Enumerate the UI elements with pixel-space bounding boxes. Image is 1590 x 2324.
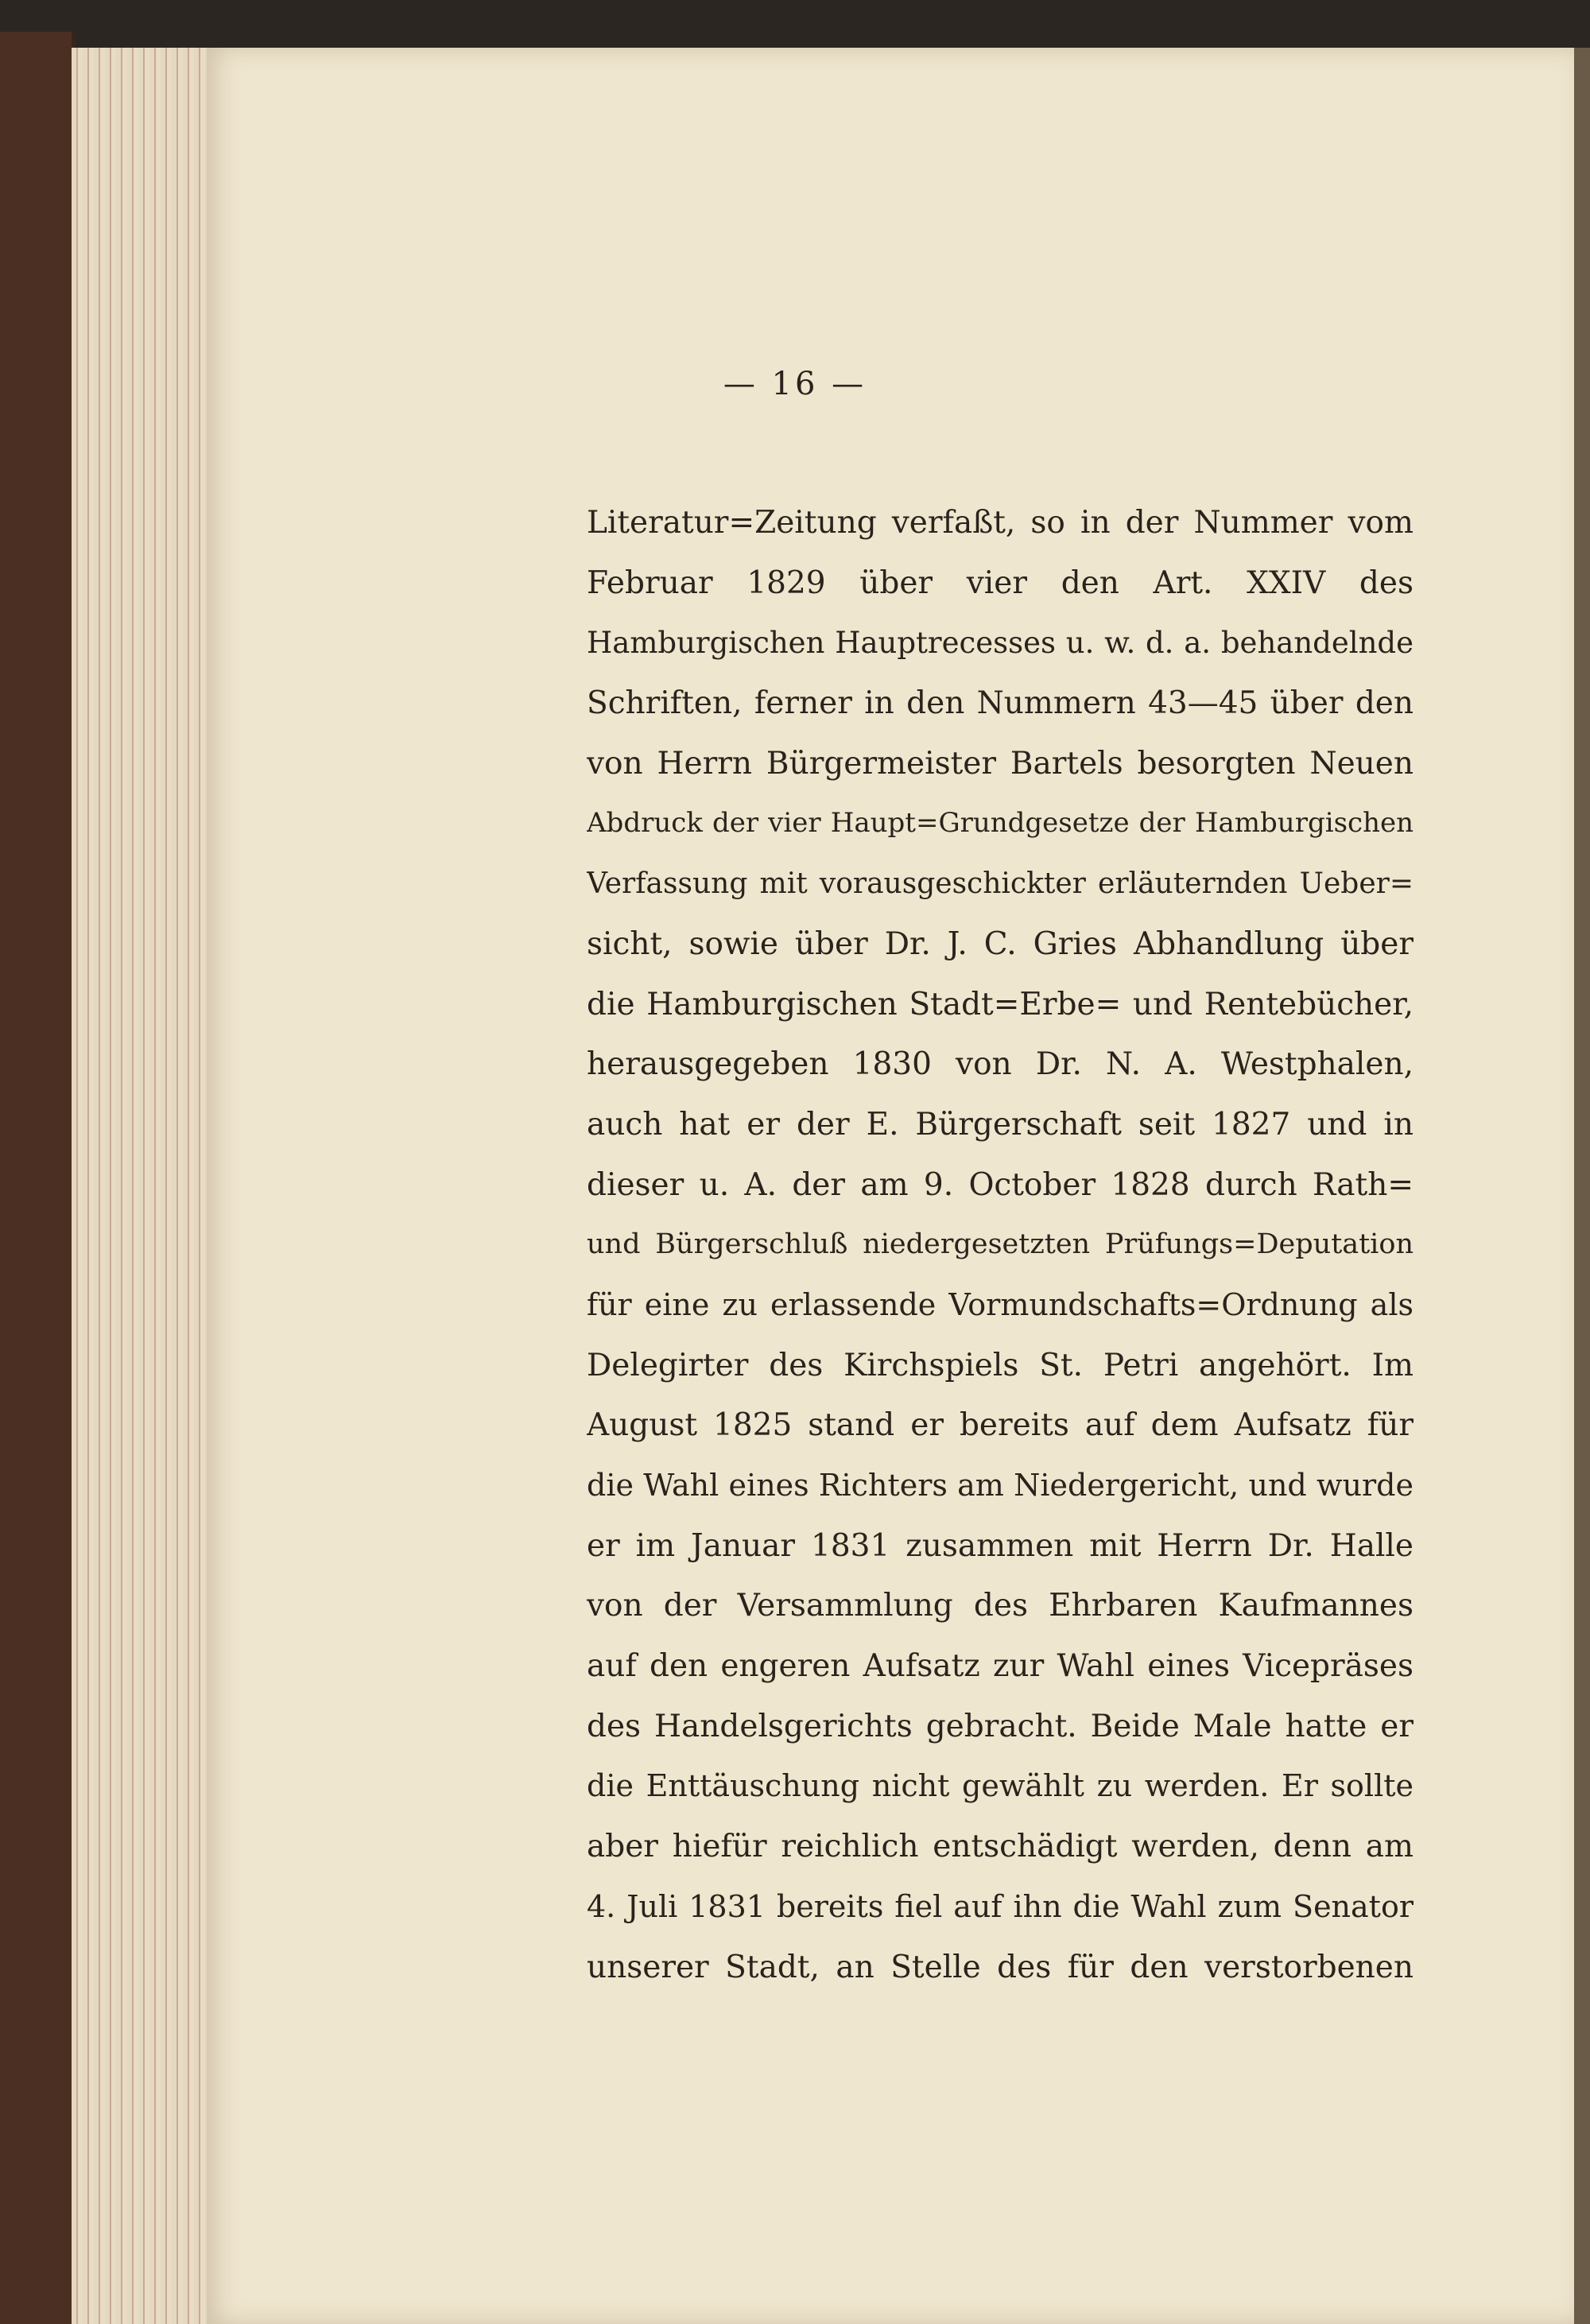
text-line: für eine zu erlassende Vormundschafts=Ordnung als xyxy=(587,1286,1414,1322)
text-line: Delegirter des Kirchspiels St. Petri angehört. Im xyxy=(587,1347,1414,1383)
text-line: sicht, sowie über Dr. J. C. Gries Abhandlung über xyxy=(587,925,1414,962)
text-line: Abdruck der vier Haupt=Grundgesetze der Hamburgischen xyxy=(587,807,1414,840)
text-line: die Enttäuschung nicht gewählt zu werden. Er sollte xyxy=(587,1768,1414,1804)
text-line: von der Versammlung des Ehrbaren Kaufmannes xyxy=(587,1588,1414,1624)
text-line: herausgegeben 1830 von Dr. N. A. Westphalen, xyxy=(587,1046,1414,1083)
text-line: Schriften, ferner in den Nummern 43—45 über den xyxy=(587,685,1414,722)
text-line: er im Januar 1831 zusammen mit Herrn Dr. Halle xyxy=(587,1527,1414,1564)
body-text xyxy=(587,493,1414,1997)
text-line: dieser u. A. der am 9. October 1828 durch Rath= xyxy=(587,1166,1414,1203)
text-line: aber hiefür reichlich entschädigt werden, denn am xyxy=(587,1829,1414,1865)
text-line: 4. Juli 1831 bereits fiel auf ihn die Wahl zum Senator xyxy=(587,1888,1414,1924)
text-line: Literatur=Zeitung verfaßt, so in der Nummer vom xyxy=(587,505,1414,541)
text-line: von Herrn Bürgermeister Bartels besorgten Neuen xyxy=(587,745,1414,782)
text-line: und Bürgerschluß niedergesetzten Prüfungs=Deputation xyxy=(587,1228,1414,1261)
page-number: — 16 — xyxy=(723,366,867,402)
text-line: auch hat er der E. Bürgerschaft seit 1827 und in xyxy=(587,1106,1414,1143)
text-line: die Wahl eines Richters am Niedergericht, und wurde xyxy=(587,1468,1414,1503)
text-line: des Handelsgerichts gebracht. Beide Male hatte er xyxy=(587,1708,1414,1744)
text-line: Hamburgischen Hauptrecesses u. w. d. a. behandelnde xyxy=(587,626,1414,661)
text-line: Februar 1829 über vier den Art. XXIV des xyxy=(587,565,1414,601)
text-line: Verfassung mit vorausgeschickter erläuternden Ueber= xyxy=(587,867,1414,901)
text-line: auf den engeren Aufsatz zur Wahl eines Vicepräses xyxy=(587,1648,1414,1685)
text-line: die Hamburgischen Stadt=Erbe= und Rentebücher, xyxy=(587,986,1414,1022)
background-strip xyxy=(0,0,1590,48)
text-line: unserer Stadt, an Stelle des für den verstorbenen xyxy=(587,1949,1414,1985)
text-line: August 1825 stand er bereits auf dem Aufsatz für xyxy=(587,1407,1414,1444)
